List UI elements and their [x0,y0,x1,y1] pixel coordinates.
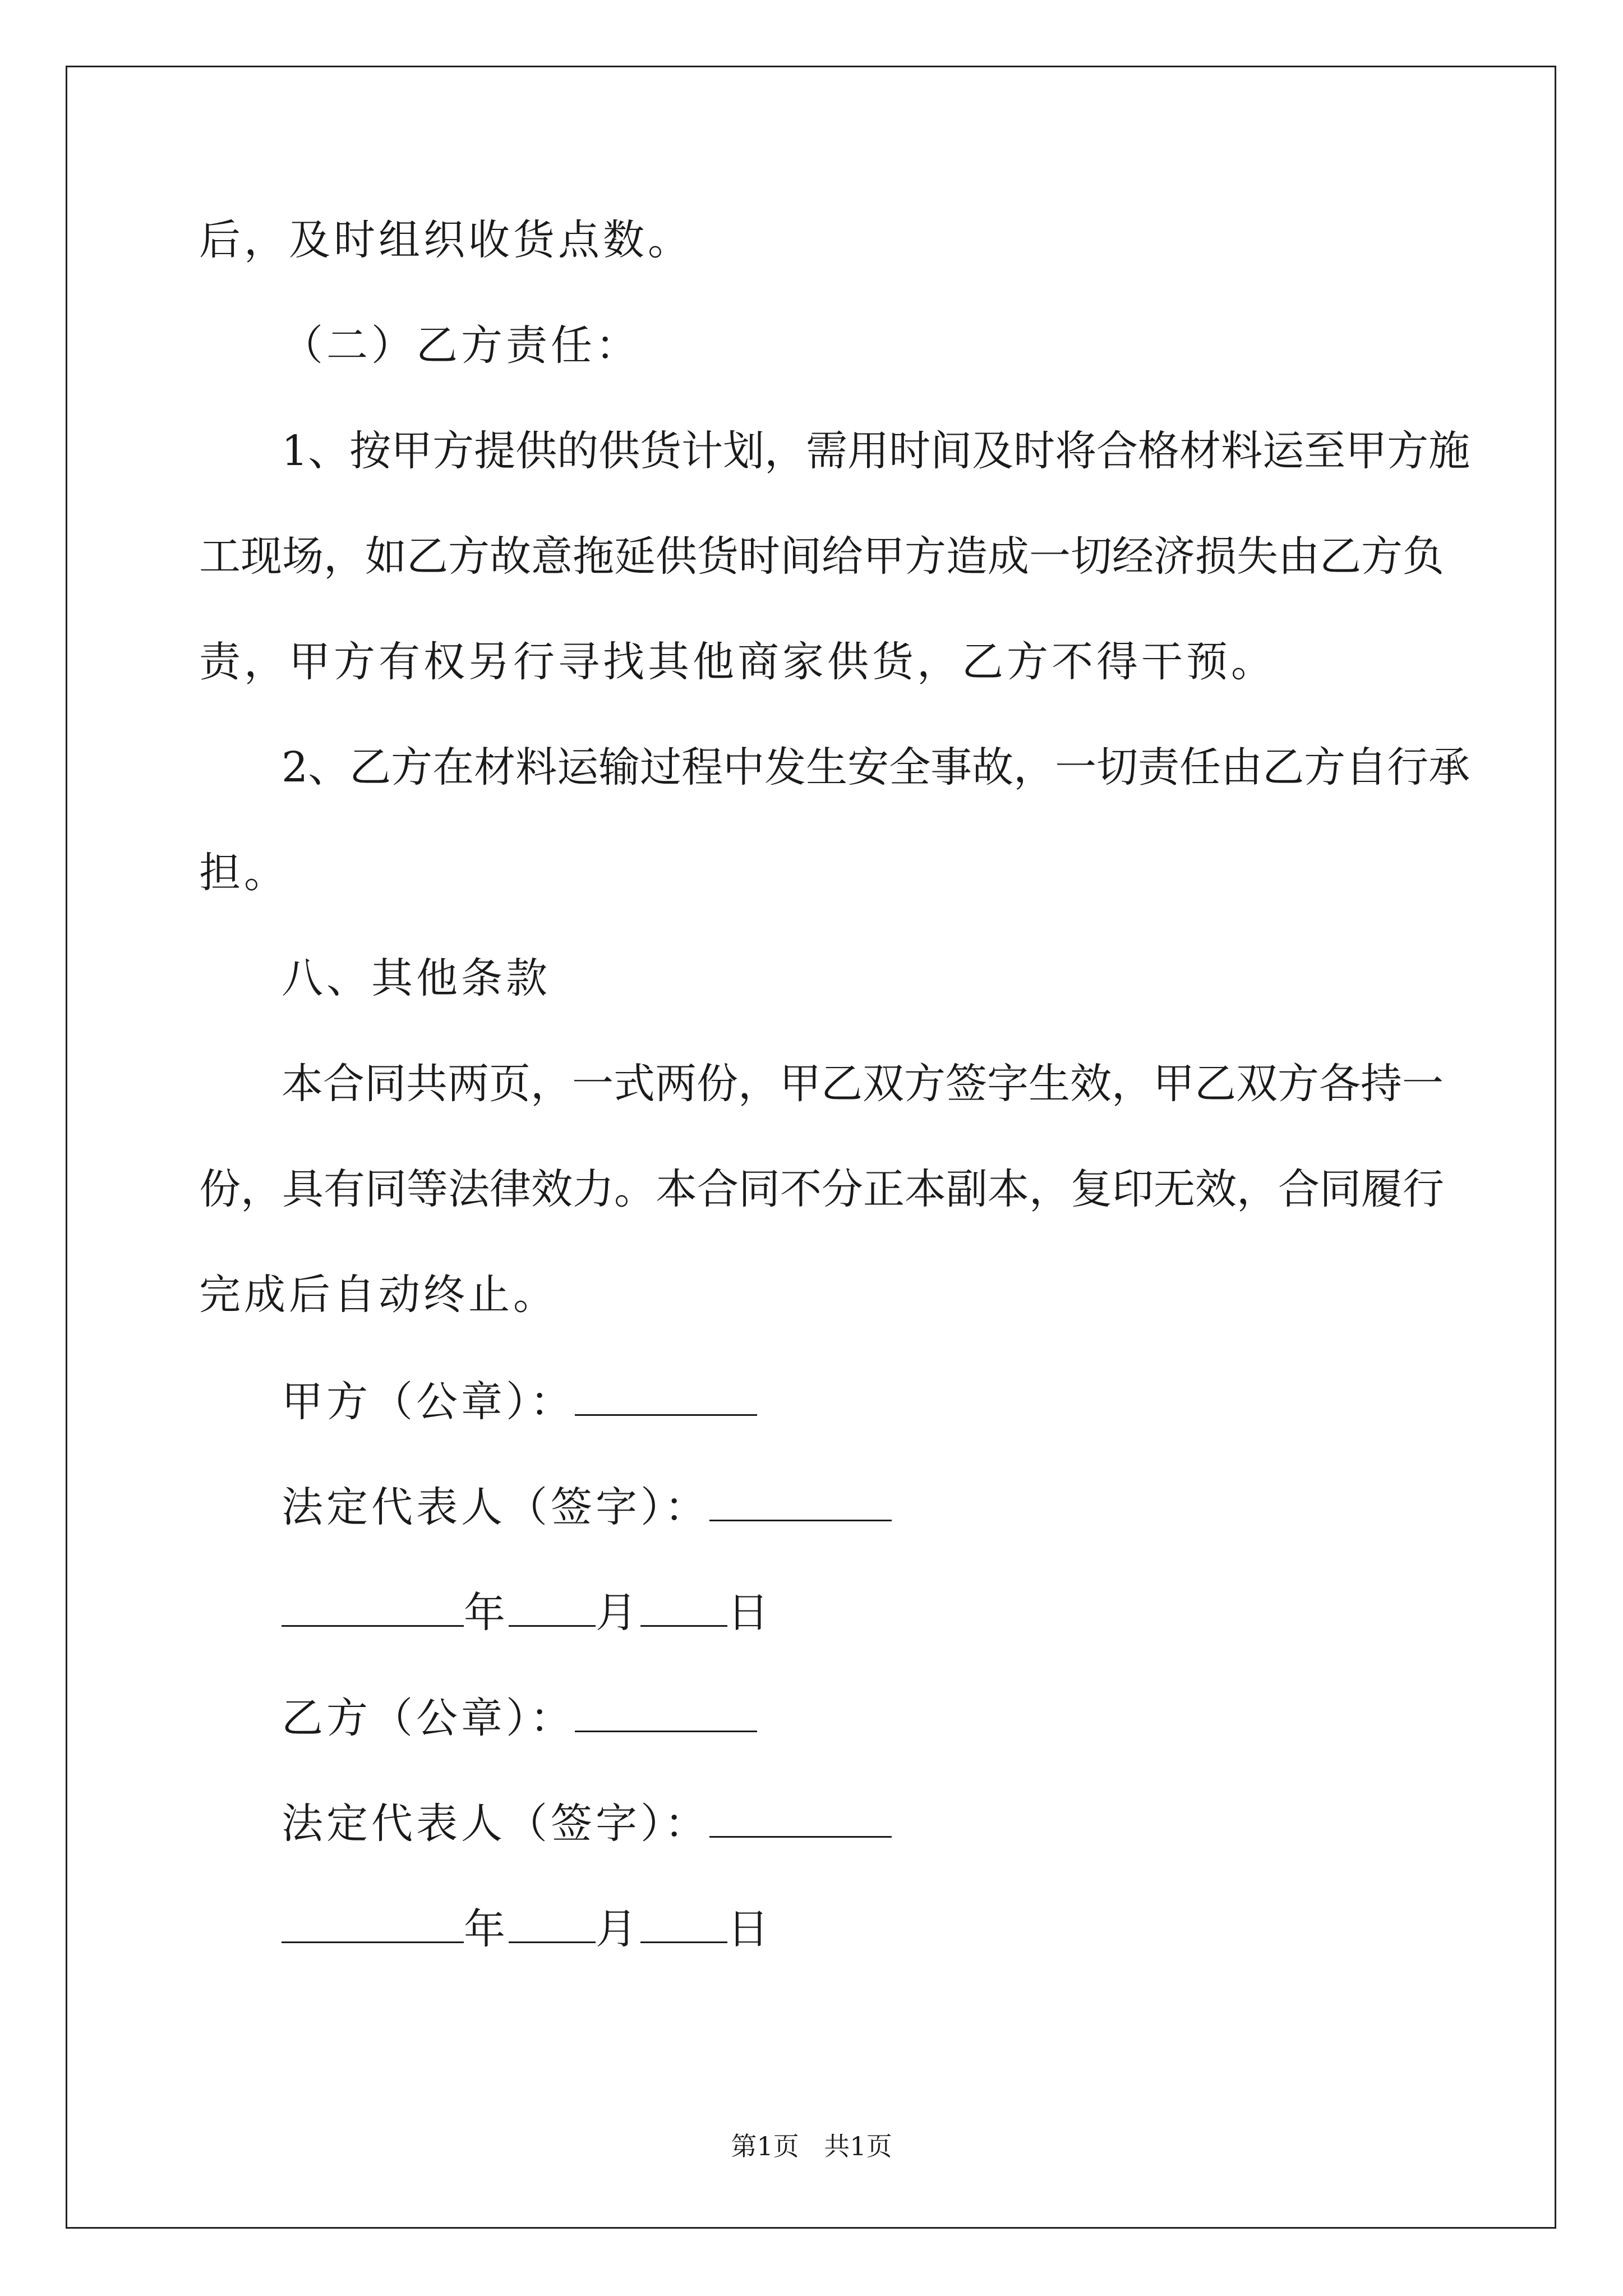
party-a-seal-blank[interactable] [575,1375,757,1416]
party-b-date-line [282,1902,772,1954]
party-a-rep-label: 法定代表人（签字）： [282,1483,709,1531]
party-b-seal-blank[interactable] [575,1691,757,1732]
party-a-day-blank[interactable] [640,1586,727,1627]
paragraph-line: 完成后自动终止。 [199,1271,558,1319]
party-b-rep-line [282,1797,892,1849]
year-label: 年 [464,1589,509,1637]
paragraph-line: 份，具有同等法律效力。本合同不分正本副本，复印无效，合同履行 [199,1165,1444,1213]
section-heading: 八、其他条款 [282,954,551,1002]
section-heading: （二）乙方责任： [282,321,640,370]
party-a-seal-line [282,1375,757,1427]
paragraph-line: 2、乙方在材料运输过程中发生安全事故，一切责任由乙方自行承 [282,743,1470,792]
paragraph-line: 后，及时组织收货点数。 [199,216,693,264]
party-b-year-blank[interactable] [282,1902,464,1943]
party-b-seal-label: 乙方（公章）： [282,1694,575,1742]
party-b-month-blank[interactable] [509,1902,596,1943]
year-label: 年 [464,1905,509,1953]
party-a-month-blank[interactable] [509,1586,596,1627]
paragraph-line: 责，甲方有权另行寻找其他商家供货，乙方不得干预。 [199,638,1276,686]
party-b-rep-label: 法定代表人（签字）： [282,1800,709,1848]
party-b-seal-line [282,1691,757,1743]
party-a-year-blank[interactable] [282,1586,464,1627]
page-footer: 第1页 共1页 [731,2131,892,2161]
party-b-day-blank[interactable] [640,1902,727,1943]
day-label: 日 [727,1905,772,1953]
party-a-rep-blank[interactable] [709,1480,892,1521]
party-a-rep-line [282,1480,892,1533]
paragraph-line: 担。 [199,849,289,897]
party-b-rep-blank[interactable] [709,1797,892,1838]
day-label: 日 [727,1589,772,1637]
paragraph-line: 1、按甲方提供的供货计划，需用时间及时将合格材料运至甲方施 [282,427,1470,475]
month-label: 月 [596,1589,640,1637]
paragraph-line: 本合同共两页，一式两份，甲乙双方签字生效，甲乙双方各持一 [282,1060,1444,1108]
month-label: 月 [596,1905,640,1953]
party-a-date-line [282,1586,772,1638]
paragraph-line: 工现场，如乙方故意拖延供货时间给甲方造成一切经济损失由乙方负 [199,532,1444,581]
party-a-seal-label: 甲方（公章）： [282,1378,575,1426]
